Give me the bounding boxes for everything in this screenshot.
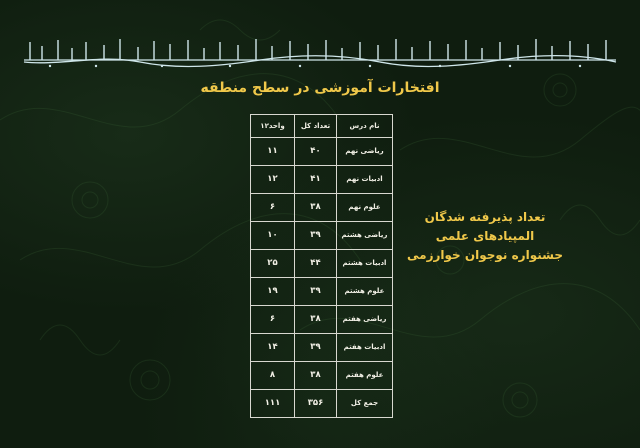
table-row bbox=[251, 221, 393, 249]
side-caption-line: جشنواره نوجوان خوارزمی bbox=[407, 248, 563, 262]
table-cell-total: ۴۱ bbox=[295, 165, 337, 193]
table-cell-subject: جمع کل bbox=[337, 389, 393, 417]
table-row bbox=[251, 193, 393, 221]
table-row bbox=[251, 165, 393, 193]
table-total-row bbox=[251, 389, 393, 417]
table-cell-subject: علوم هفتم bbox=[337, 361, 393, 389]
table-row bbox=[251, 361, 393, 389]
table-header-cell: واحد۱۲ bbox=[251, 115, 295, 138]
table-row bbox=[251, 249, 393, 277]
side-caption-line: تعداد پذیرفته شدگان bbox=[424, 210, 546, 224]
table-cell-units: ۱۲ bbox=[251, 165, 295, 193]
table-cell-total: ۳۸ bbox=[295, 193, 337, 221]
table-cell-subject: ادبیات هشتم bbox=[337, 249, 393, 277]
table-header-cell: تعداد کل bbox=[295, 115, 337, 138]
slide-title: افتخارات آموزشی در سطح منطقه bbox=[200, 80, 440, 96]
calligraphy-banner bbox=[20, 36, 620, 70]
table-row bbox=[251, 277, 393, 305]
table-cell-units: ۱۱۱ bbox=[251, 389, 295, 417]
table-cell-total: ۳۸ bbox=[295, 361, 337, 389]
table-cell-units: ۱۱ bbox=[251, 137, 295, 165]
table-cell-units: ۶ bbox=[251, 193, 295, 221]
table-cell-units: ۱۹ bbox=[251, 277, 295, 305]
table-cell-units: ۱۰ bbox=[251, 221, 295, 249]
table-cell-subject: ادبیات هفتم bbox=[337, 333, 393, 361]
table-row bbox=[251, 305, 393, 333]
side-caption bbox=[400, 208, 570, 265]
table-cell-units: ۸ bbox=[251, 361, 295, 389]
table-cell-total: ۳۸ bbox=[295, 305, 337, 333]
table-cell-subject: ریاضی هشتم bbox=[337, 221, 393, 249]
table-cell-subject: ادبیات نهم bbox=[337, 165, 393, 193]
table-cell-subject: ریاضی نهم bbox=[337, 137, 393, 165]
table-row bbox=[251, 137, 393, 165]
table-cell-total: ۳۵۶ bbox=[295, 389, 337, 417]
table-row bbox=[251, 333, 393, 361]
table-cell-subject: علوم هشتم bbox=[337, 277, 393, 305]
table-header-row bbox=[251, 115, 393, 138]
table-cell-subject: ریاضی هفتم bbox=[337, 305, 393, 333]
table-cell-total: ۳۹ bbox=[295, 333, 337, 361]
table-cell-units: ۶ bbox=[251, 305, 295, 333]
table-cell-units: ۲۵ bbox=[251, 249, 295, 277]
table-cell-units: ۱۴ bbox=[251, 333, 295, 361]
table-cell-total: ۳۹ bbox=[295, 277, 337, 305]
table-cell-total: ۳۹ bbox=[295, 221, 337, 249]
data-table bbox=[250, 114, 393, 418]
table-cell-total: ۴۰ bbox=[295, 137, 337, 165]
table-cell-total: ۴۴ bbox=[295, 249, 337, 277]
table-cell-subject: علوم نهم bbox=[337, 193, 393, 221]
table-header-cell: نام درس bbox=[337, 115, 393, 138]
side-caption-line: المپیادهای علمی bbox=[435, 229, 535, 243]
